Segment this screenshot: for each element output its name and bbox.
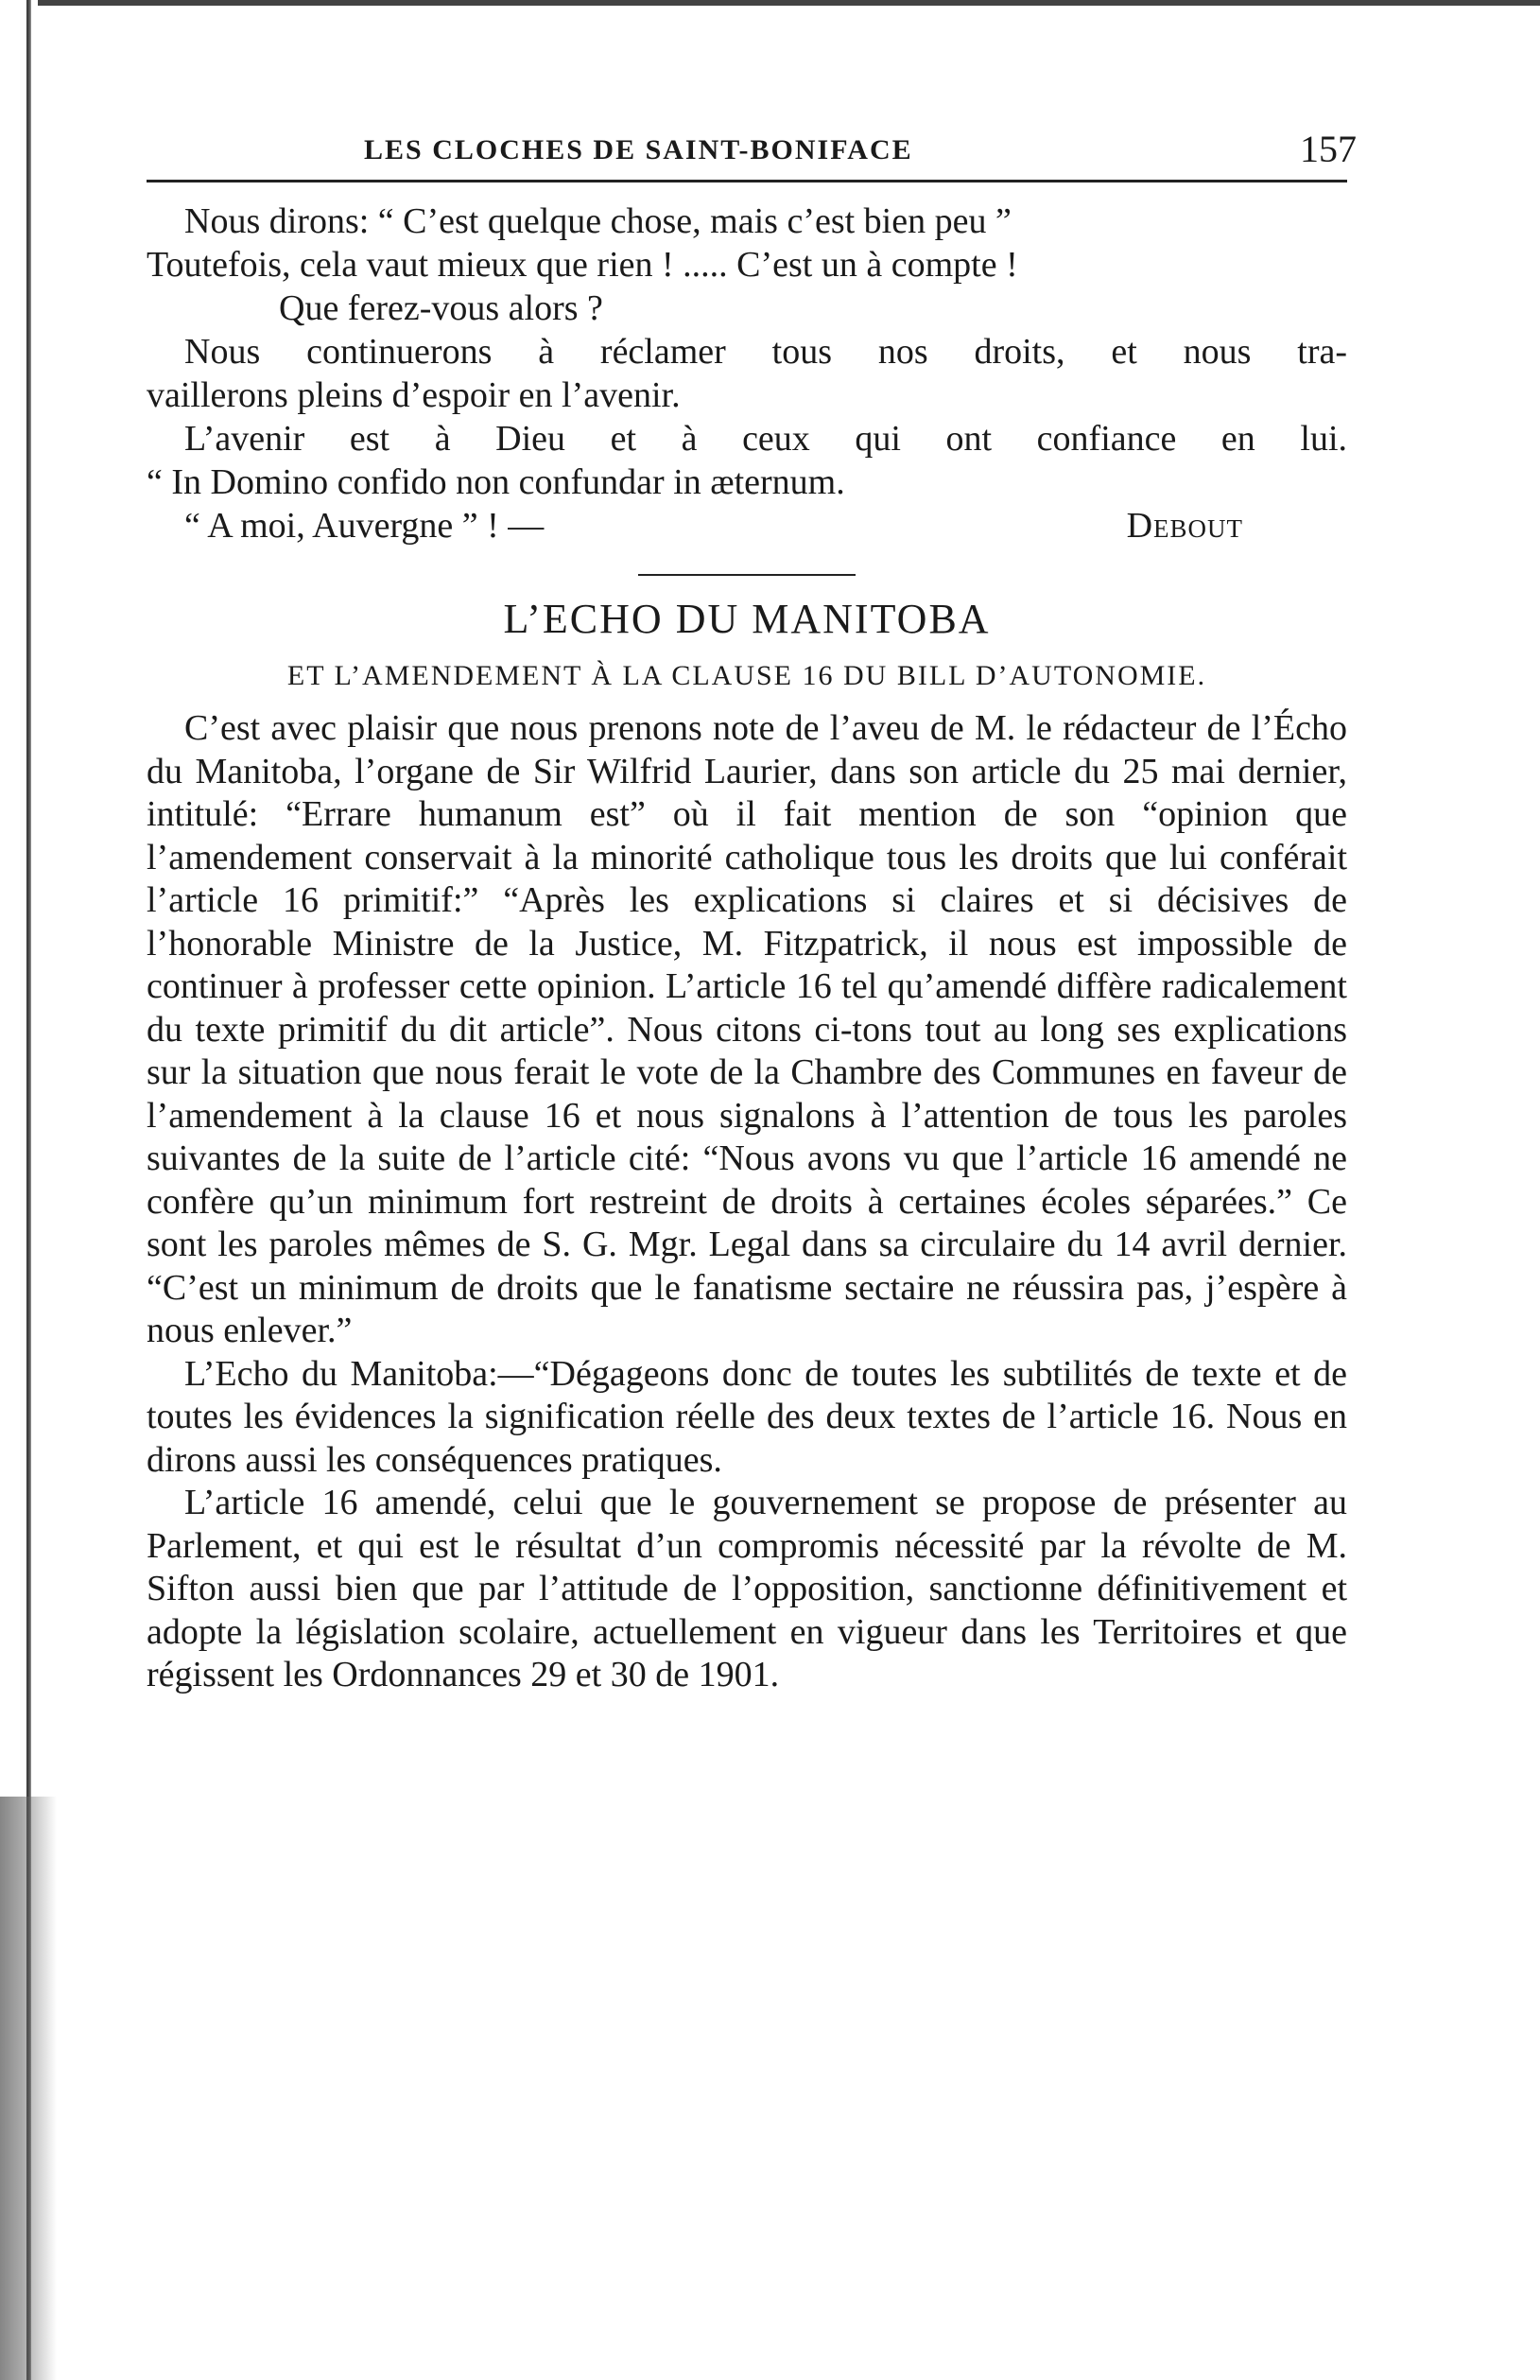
- section-subtitle: ET L’AMENDEMENT À LA CLAUSE 16 DU BILL D’AUTONOMIE.: [286, 660, 1207, 691]
- opening-passage: [147, 200, 1347, 547]
- top-edge-rule: [38, 0, 1540, 6]
- opening-line: Nous dirons: “ C’est quelque chose, mais c’est bien peu ”: [184, 201, 1012, 241]
- opening-line: L’avenir est à Dieu et à ceux qui ont confiance en lui.: [184, 419, 1347, 459]
- opening-line: Que ferez-vous alors ?: [279, 288, 603, 328]
- binding-gutter-shadow: [0, 1797, 57, 2380]
- opening-line: Nous continuerons à réclamer tous nos droits, et nous tra-: [184, 332, 1347, 372]
- opening-line: Toutefois, cela vaut mieux que rien ! ..... C’est un à compte !: [147, 245, 1018, 285]
- section-title: L’ECHO DU MANITOBA: [503, 596, 991, 642]
- section-divider: [638, 574, 856, 576]
- opening-line: vaillerons pleins d’espoir en l’avenir.: [147, 375, 681, 415]
- signature: Debout: [1126, 506, 1243, 546]
- closing-row: [147, 504, 1347, 547]
- running-head: [147, 123, 1357, 182]
- book-page: [147, 123, 1357, 1697]
- body-paragraph: C’est avec plaisir que nous prenons note de l’aveu de M. le rédacteur de l’Écho du Manitoba, l’organe de Sir Wilfrid Laurier, dans son article du 25 mai dernier, intitulé: “Errare humanum est” où il fait mention de son “opinion que l’amendement conservait à la minorité catholique tous les droits que lui conférait l’article 16 primitif:” “Après les explications si claires et si décisives de l’honorable Ministre de la Justice, M. Fitzpatrick, il nous est impossible de continuer à professer cette opinion. L’article 16 tel qu’amendé diffère radicalement du texte primitif du dit article”. Nous citons ci-tons tout au long ses explications sur la situation que nous ferait le vote de la Chambre des Communes en faveur de l’amendement à la clause 16 et nous signalons à l’attention de tous les paroles suivantes de la suite de l’article cité: “Nous avons vu que l’article 16 amendé ne confère qu’un minimum fort restreint de droits à certaines écoles séparées.” Ce sont les paroles mêmes de S. G. Mgr. Legal dans sa circulaire du 14 avril dernier. “C’est un minimum de droits que le fanatisme sectaire ne réussira pas, j’espère à nous enlever.”: [147, 708, 1347, 1350]
- body-paragraph: L’article 16 amendé, celui que le gouvernement se propose de présenter au Parlement, et qui est le résultat d’un compromis nécessité par la révolte de M. Sifton aussi bien que par l’attitude de l’opposition, sanctionne définitivement et adopte la législation scolaire, actuellement en vigueur dans les Territoires et que régissent les Ordonnances 29 et 30 de 1901.: [147, 1483, 1347, 1694]
- page-number: 157: [1300, 128, 1357, 170]
- running-title: LES CLOCHES DE SAINT-BONIFACE: [364, 134, 913, 165]
- opening-line: “ A moi, Auvergne ” ! —: [184, 506, 545, 546]
- opening-line: “ In Domino confido non confundar in æternum.: [147, 462, 845, 502]
- body-paragraph: L’Echo du Manitoba:—“Dégageons donc de toutes les subtilités de texte et de toutes les évidences la signification réelle des deux textes de l’article 16. Nous en dirons aussi les conséquences pratiques.: [147, 1353, 1347, 1480]
